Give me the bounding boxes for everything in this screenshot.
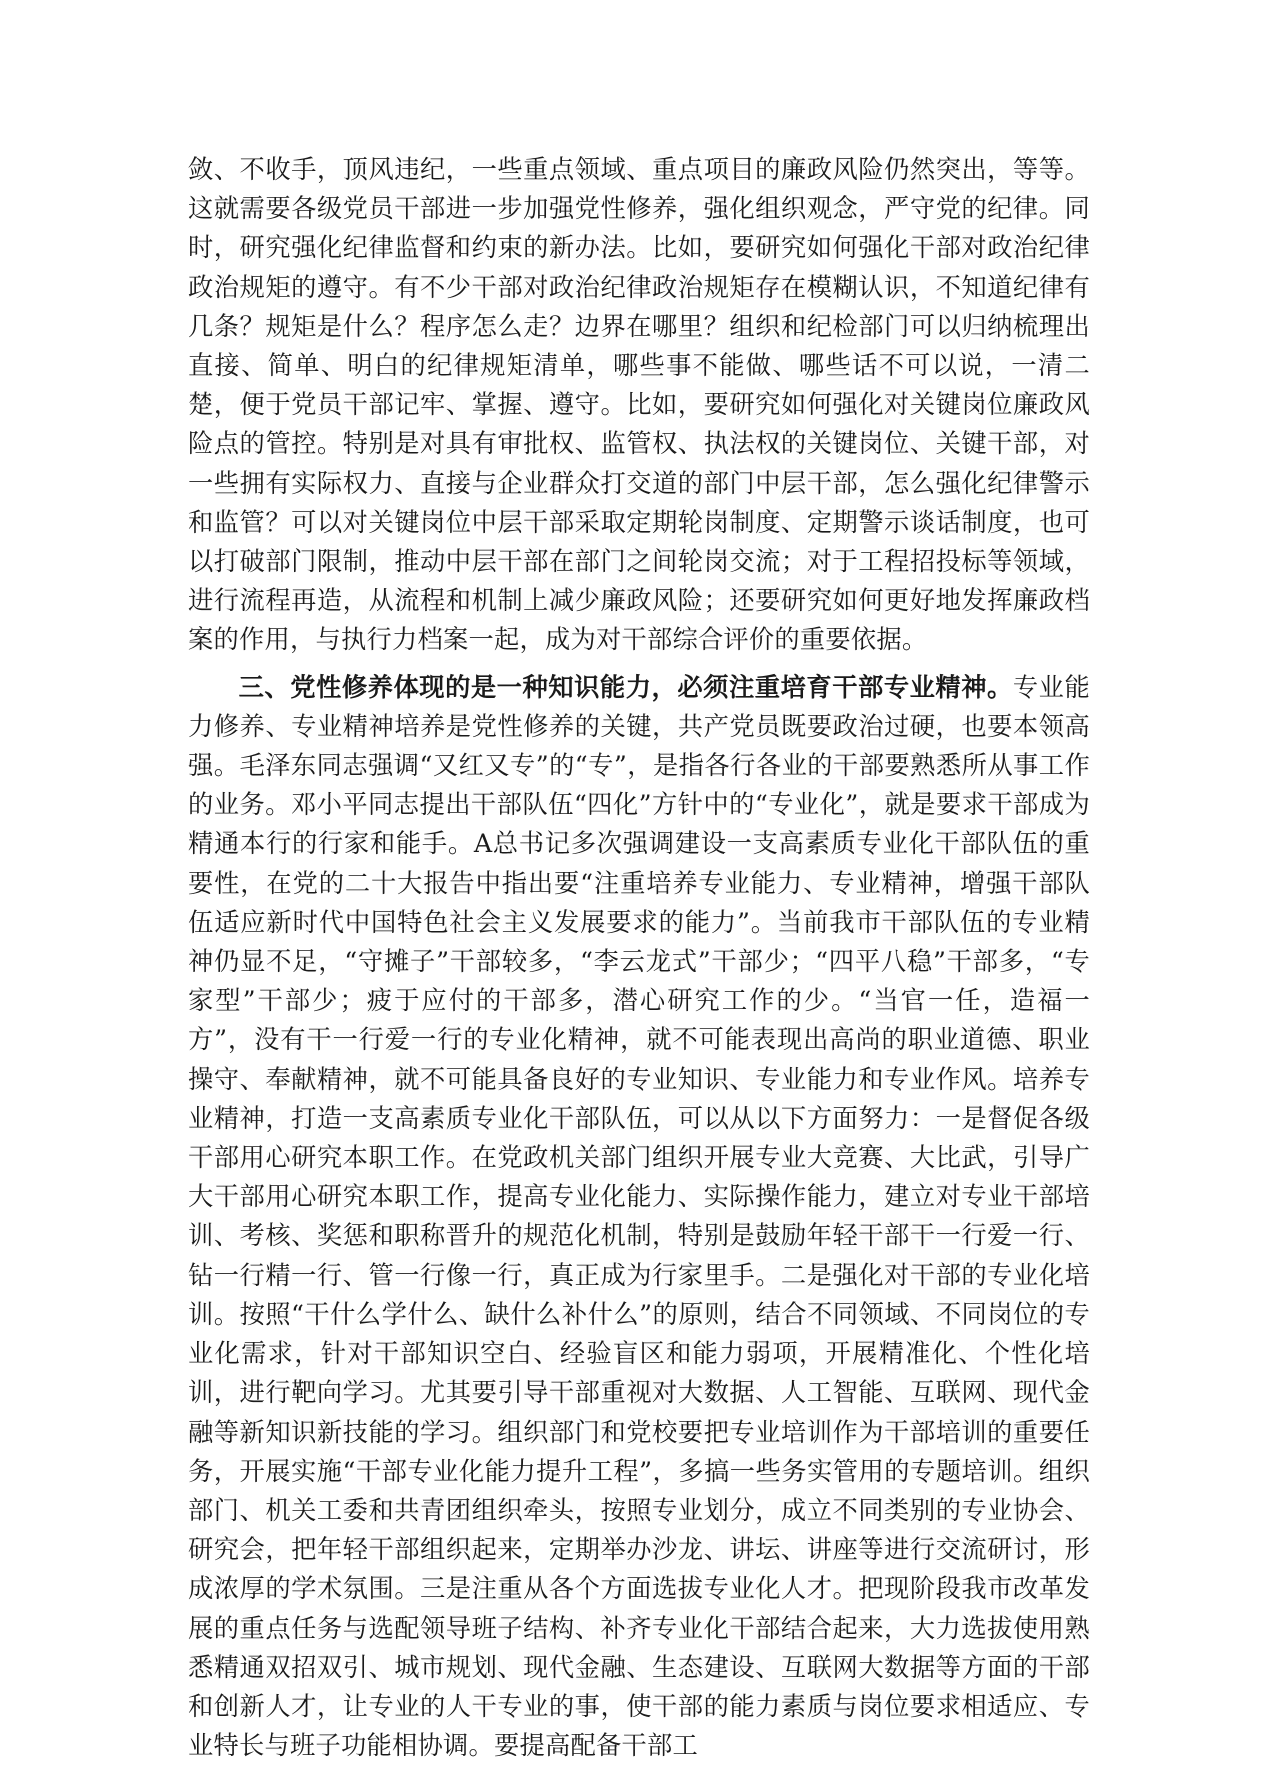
paragraph-text: 专业能力修养、专业精神培养是党性修养的关键，共产党员既要政治过硬，也要本领高强。毛泽东同志强调“又红又专”的“专”，是指各行各业的干部要熟悉所从事工作的业务。邓小平同志提出干部队伍“四化”方针中的“专业化”，就是要求干部成为精通本行的行家和能手。A总书记多次强调建设一支高素质专业化干部队伍的重要性，在党的二十大报告中指出要“注重培养专业能力、专业精神，增强干部队伍适应新时代中国特色社会主义发展要求的能力”。当前我市干部队伍的专业精神仍显不足，“守摊子”干部较多，“李云龙式”干部少；“四平八稳”干部多，“专家型”干部少；疲于应付的干部多，潜心研究工作的少。“当官一任，造福一方”，没有干一行爱一行的专业化精神，就不可能表现出高尚的职业道德、职业操守、奉献精神，就不可能具备良好的专业知识、专业能力和专业作风。培养专业精神，打造一支高素质专业化干部队伍，可以从以下方面努力：一是督促各级干部用心研究本职工作。在党政机关部门组织开展专业大竞赛、大比武，引导广大干部用心研究本职工作，提高专业化能力、实际操作能力，建立对专业干部培训、考核、奖惩和职称晋升的规范化机制，特别是鼓励年轻干部干一行爱一行、钻一行精一行、管一行像一行，真正成为行家里手。二是强化对干部的专业化培训。按照“干什么学什么、缺什么补什么”的原则，结合不同领域、不同岗位的专业化需求，针对干部知识空白、经验盲区和能力弱项，开展精准化、个性化培训，进行靶向学习。尤其要引导干部重视对大数据、人工智能、互联网、现代金融等新知识新技能的学习。组织部门和党校要把专业培训作为干部培训的重要任务，开展实施“干部专业化能力提升工程”，多搞一些务实管用的专题培训。组织部门、机关工委和共青团组织牵头，按照专业划分，成立不同类别的专业协会、研究会，把年轻干部组织起来，定期举办沙龙、讲坛、讲座等进行交流研讨，形成浓厚的学术氛围。三是注重从各个方面选拔专业化人才。把现阶段我市改革发展的重点任务与选配领导班子结构、补齐专业化干部结合起来，大力选拔使用熟悉精通双招双引、城市规划、现代金融、生态建设、互联网大数据等方面的干部和创新人才，让专业的人干专业的事，使干部的能力素质与岗位要求相适应、专业特长与班子功能相协调。要提高配备干部工 — [188, 672, 1090, 1761]
paragraph-text: 敛、不收手，顶风违纪，一些重点领域、重点项目的廉政风险仍然突出，等等。这就需要各级党员干部进一步加强党性修养，强化组织观念，严守党的纪律。同时，研究强化纪律监督和约束的新办法。比如，要研究如何强化干部对政治纪律政治规矩的遵守。有不少干部对政治纪律政治规矩存在模糊认识，不知道纪律有几条？规矩是什么？程序怎么走？边界在哪里？组织和纪检部门可以归纳梳理出直接、简单、明白的纪律规矩清单，哪些事不能做、哪些话不可以说，一清二楚，便于党员干部记牢、掌握、遵守。比如，要研究如何强化对关键岗位廉政风险点的管控。特别是对具有审批权、监管权、执法权的关键岗位、关键干部，对一些拥有实际权力、直接与企业群众打交道的部门中层干部，怎么强化纪律警示和监管？可以对关键岗位中层干部采取定期轮岗制度、定期警示谈话制度，也可以打破部门限制，推动中层干部在部门之间轮岗交流；对于工程招投标等领域，进行流程再造，从流程和机制上减少廉政风险；还要研究如何更好地发挥廉政档案的作用，与执行力档案一起，成为对干部综合评价的重要依据。 — [188, 155, 1090, 655]
paragraph-section-three — [188, 668, 1090, 1765]
paragraph-continued — [188, 150, 1090, 660]
section-heading-three: 三、党性修养体现的是一种知识能力，必须注重培育干部专业精神。 — [238, 671, 1013, 702]
document-page — [188, 150, 1090, 1765]
